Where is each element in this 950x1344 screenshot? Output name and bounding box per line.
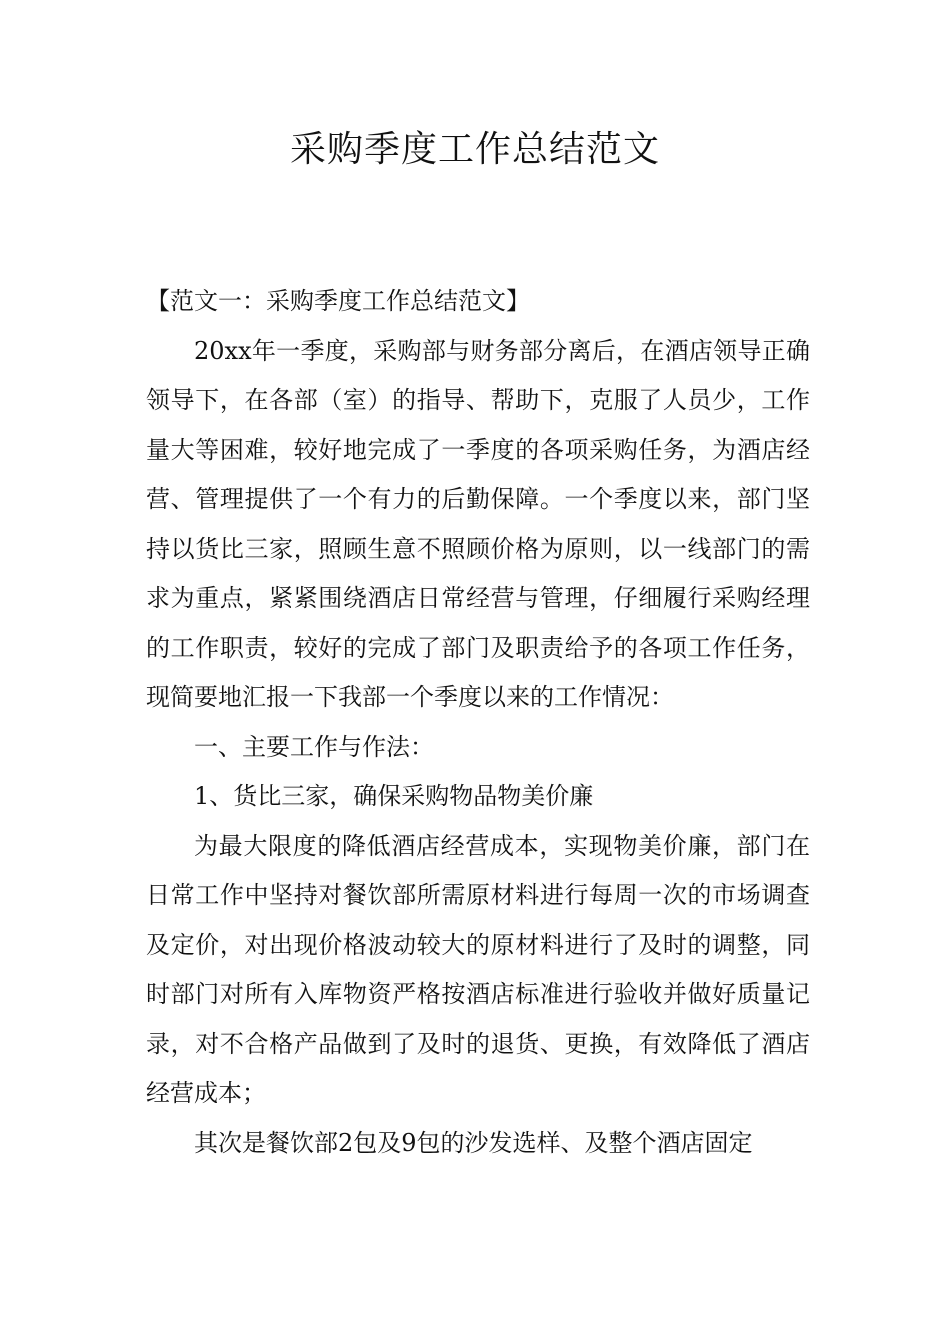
sofa-selection-paragraph: 其次是餐饮部2包及9包的沙发选样、及整个酒店固定: [194, 1128, 753, 1157]
document-body: [146, 277, 810, 1168]
cost-reduction-paragraph: 为最大限度的降低酒店经营成本，实现物美价廉，部门在日常工作中坚持对餐饮部所需原材料进行每周一次的市场调查及定价，对出现价格波动较大的原材料进行了及时的调整，同时部门对所有入库物资严格按酒店标准进行验收并做好质量记录，对不合格产品做到了及时的退货、更换，有效降低了酒店经营成本；: [146, 831, 810, 1107]
section-heading-paragraph: 【范文一：采购季度工作总结范文】: [146, 287, 530, 315]
document-title: 采购季度工作总结范文: [289, 129, 660, 170]
intro-paragraph: 20xx年一季度，采购部与财务部分离后，在酒店领导正确领导下，在各部（室）的指导、帮助下，克服了人员少，工作量大等困难，较好地完成了一季度的各项采购任务，为酒店经营、管理提供了一个有力的后勤保障。一个季度以来，部门坚持以货比三家，照顾生意不照顾价格为原则，以一线部门的需求为重点，紧紧围绕酒店日常经营与管理，仔细履行采购经理的工作职责，较好的完成了部门及职责给予的各项工作任务，现简要地汇报一下我部一个季度以来的工作情况：: [146, 336, 810, 711]
subheading-price-comparison: 1、货比三家，确保采购物品物美价廉: [194, 782, 594, 810]
main-work-heading: 一、主要工作与作法：: [194, 732, 434, 761]
